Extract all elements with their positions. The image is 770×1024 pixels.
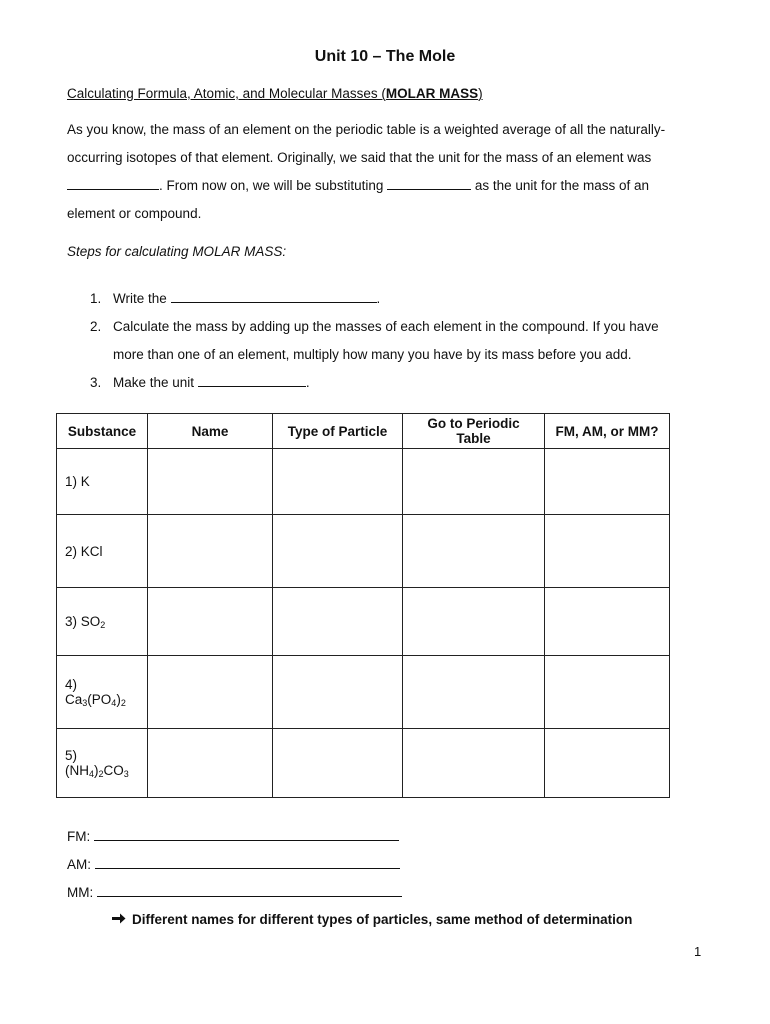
page-number: 1: [694, 944, 702, 959]
header-name: Name: [148, 414, 273, 449]
answer-cell[interactable]: [273, 656, 403, 729]
answer-cell[interactable]: [545, 449, 670, 515]
blank-am[interactable]: [95, 854, 400, 869]
steps-heading: Steps for calculating MOLAR MASS:: [67, 244, 287, 259]
blank-new-unit[interactable]: [387, 175, 471, 190]
substance-cell: 1) K: [57, 449, 148, 515]
substance-cell: 2) KCl: [57, 515, 148, 588]
answer-cell[interactable]: [148, 729, 273, 798]
table-row: [57, 656, 670, 729]
page-title: Unit 10 – The Mole: [314, 48, 456, 65]
answer-cell[interactable]: [273, 515, 403, 588]
table-row: [57, 588, 670, 656]
answer-cell[interactable]: [545, 729, 670, 798]
arrow-right-icon: [112, 912, 126, 927]
step-2: 2. Calculate the mass by adding up the masses of each element in the compound. If you have more than one of an element, multiply how many you have by its mass before you add.: [90, 319, 659, 362]
blank-mm[interactable]: [97, 882, 402, 897]
header-substance: Substance: [57, 414, 148, 449]
answer-cell[interactable]: [148, 588, 273, 656]
intro-line-3: . From now on, we will be substituting as the unit for the mass of an: [67, 172, 707, 200]
answer-cell[interactable]: [403, 656, 545, 729]
answer-cell[interactable]: [545, 515, 670, 588]
answer-cell[interactable]: [148, 656, 273, 729]
table-row: [57, 515, 670, 588]
intro-line-4: element or compound.: [67, 206, 202, 221]
answer-cell[interactable]: [148, 449, 273, 515]
step-1: 1. Write the .: [90, 285, 690, 313]
molar-mass-table: [56, 413, 670, 798]
header-mass-type: FM, AM, or MM?: [545, 414, 670, 449]
footer-note: Different names for different types of particles, same method of determination: [112, 912, 632, 927]
answer-cell[interactable]: [545, 656, 670, 729]
blank-step-3[interactable]: [198, 372, 306, 387]
blank-step-1[interactable]: [171, 288, 377, 303]
answer-cell[interactable]: [403, 729, 545, 798]
substance-cell: 4) $Ca_3(PO_4)_2$: [57, 656, 148, 729]
definition-am: AM:: [67, 854, 400, 872]
table-header-row: [57, 414, 670, 449]
answer-cell[interactable]: [403, 515, 545, 588]
intro-paragraph: [67, 116, 707, 228]
definition-fm: FM:: [67, 826, 399, 844]
steps-list: [90, 285, 690, 397]
substance-cell: 3) $SO_2$: [57, 588, 148, 656]
header-type-of-particle: Type of Particle: [273, 414, 403, 449]
blank-old-unit[interactable]: [67, 175, 159, 190]
answer-cell[interactable]: [403, 449, 545, 515]
answer-cell[interactable]: [273, 449, 403, 515]
substance-cell: 5) $(NH_4)_2CO_3$: [57, 729, 148, 798]
step-3: 3. Make the unit .: [90, 369, 690, 397]
blank-fm[interactable]: [94, 826, 399, 841]
answer-cell[interactable]: [273, 588, 403, 656]
answer-cell[interactable]: [148, 515, 273, 588]
answer-cell[interactable]: [403, 588, 545, 656]
header-periodic-table: Go to Periodic Table: [403, 414, 545, 449]
section-subtitle: Calculating Formula, Atomic, and Molecular Masses (MOLAR MASS): [67, 86, 483, 101]
answer-cell[interactable]: [545, 588, 670, 656]
answer-cell[interactable]: [273, 729, 403, 798]
table-row: [57, 449, 670, 515]
definition-mm: MM:: [67, 882, 402, 900]
table-row: [57, 729, 670, 798]
intro-line-2: occurring isotopes of that element. Originally, we said that the unit for the mass of an element was: [67, 150, 652, 165]
intro-line-1: As you know, the mass of an element on the periodic table is a weighted average of all the naturally-: [67, 122, 666, 137]
